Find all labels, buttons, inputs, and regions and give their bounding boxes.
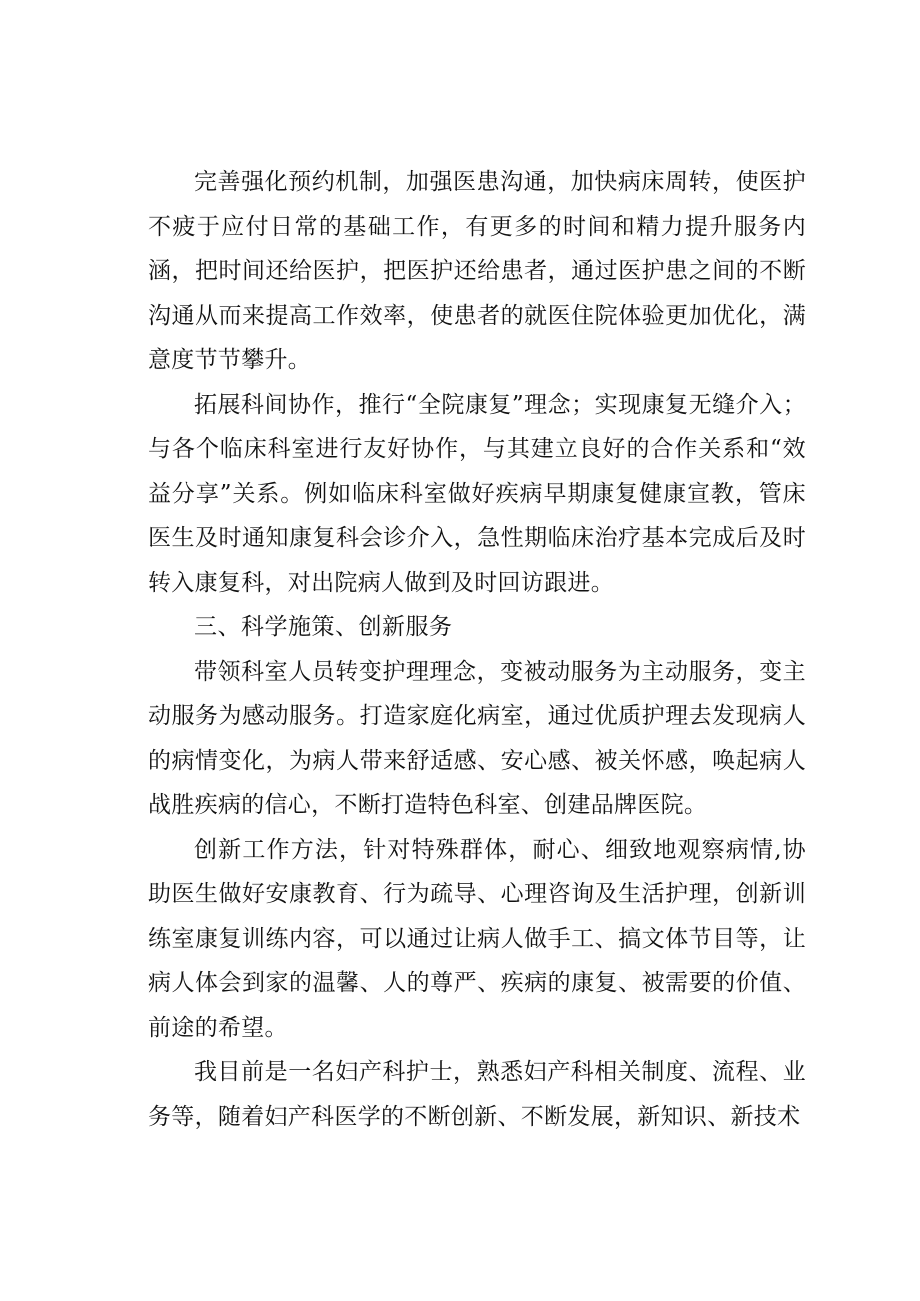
- paragraph-appointment-mechanism: 完善强化预约机制，加强医患沟通，加快病床周转，使医护不疲于应付日常的基础工作，有更多的时间和精力提升服务内涵，把时间还给医护，把医护还给患者，通过医护患之间的不断沟通从而来提高工作效率，使患者的就医住院体验更加优化，满意度节节攀升。: [148, 169, 806, 373]
- section-heading: 三、科学施策、创新服务: [194, 614, 453, 640]
- paragraph-personal-statement: 我目前是一名妇产科护士，熟悉妇产科相关制度、流程、业务等，随着妇产科医学的不断创新、不断发展，新知识、新技术: [148, 1059, 806, 1130]
- document-body: [148, 160, 806, 1139]
- paragraph-innovative-methods: 创新工作方法，针对特殊群体，耐心、细致地观察病情,协助医生做好安康教育、行为疏导、心理咨询及生活护理，创新训练室康复训练内容，可以通过让病人做手工、搞文体节目等，让病人体会到家的温馨、人的尊严、疾病的康复、被需要的价值、前途的希望。: [148, 836, 806, 1041]
- paragraph-interdepartmental-collaboration: 拓展科间协作，推行“全院康复”理念；实现康复无缝介入；与各个临床科室进行友好协作，与其建立良好的合作关系和“效益分享”关系。例如临床科室做好疾病早期康复健康宣教，管床医生及时通知康复科会诊介入，急性期临床治疗基本完成后及时转入康复科，对出院病人做到及时回访跟进。: [148, 391, 806, 596]
- paragraph-nursing-concept: 带领科室人员转变护理理念，变被动服务为主动服务，变主动服务为感动服务。打造家庭化病室，通过优质护理去发现病人的病情变化，为病人带来舒适感、安心感、被关怀感，唤起病人战胜疾病的信心，不断打造特色科室、创建品牌医院。: [148, 658, 806, 818]
